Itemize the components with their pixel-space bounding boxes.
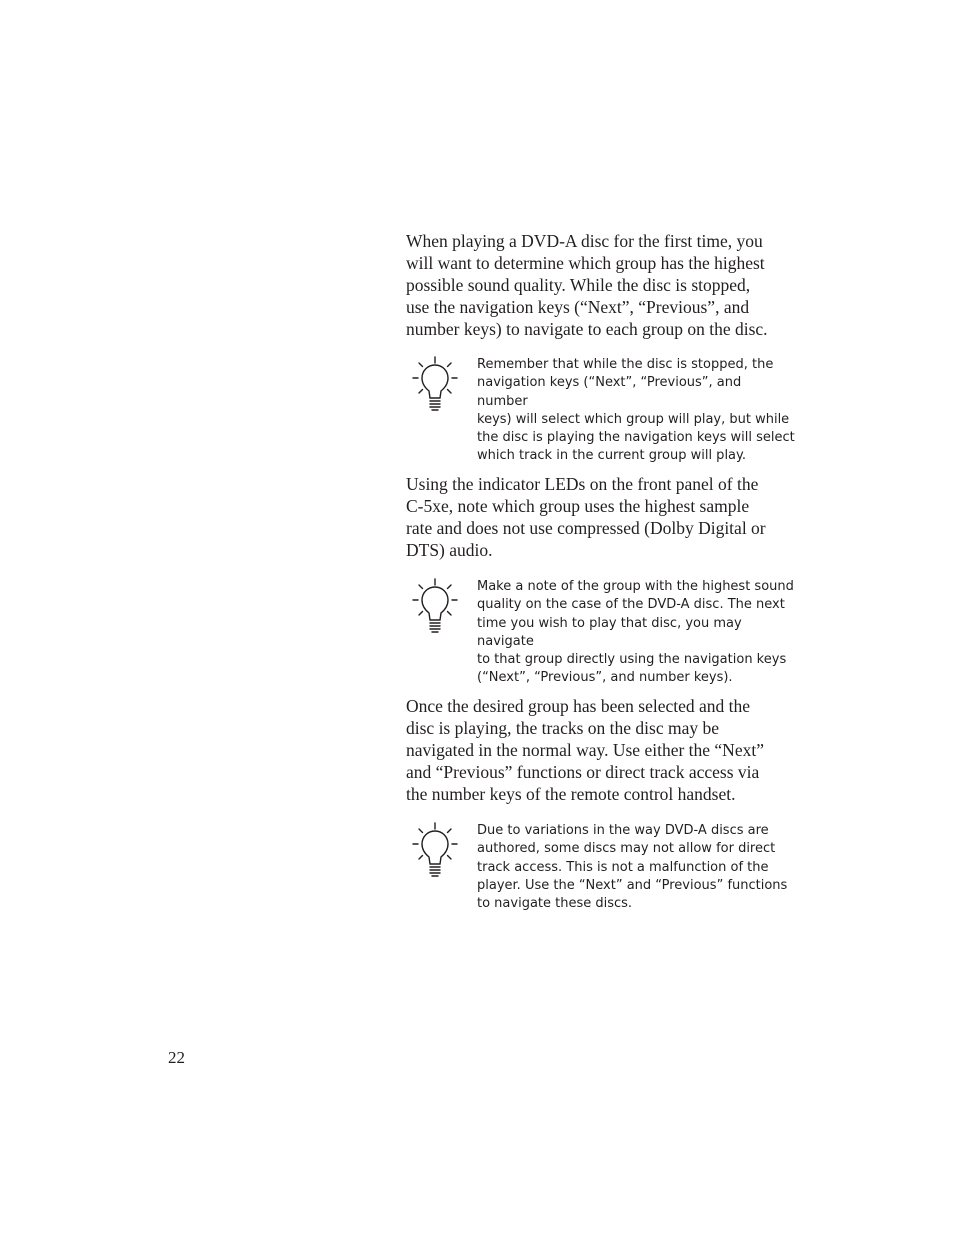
lightbulb-icon xyxy=(412,822,458,878)
tip-box xyxy=(406,822,796,922)
tip-text-direct-track-access: Due to variations in the way DVD-A discs are authored, some discs may not allow for direct track access. This is not a malfunction of the player. Use the “Next” and “Previous” functions to navigate these discs. xyxy=(477,823,788,912)
tip-box xyxy=(406,356,796,464)
page-number: 22 xyxy=(168,1048,185,1067)
tip-box xyxy=(406,578,796,686)
tip-text-stopped-navigation: Remember that while the disc is stopped, the navigation keys (“Next”, “Previous”, and number keys) will select which group will play, but while the disc is playing the navigation keys will select which track in the current group will play. xyxy=(477,357,795,464)
lightbulb-icon xyxy=(412,578,458,634)
lightbulb-icon xyxy=(412,356,458,412)
body-paragraph-track-navigation: Once the desired group has been selected and the disc is playing, the tracks on the disc may be navigated in the normal way. Use either the “Next” and “Previous” functions or direct track access via the number keys of the remote control handset. xyxy=(406,696,764,804)
body-paragraph-group-selection: When playing a DVD-A disc for the first time, you will want to determine which group has the highest possible sound quality. While the disc is stopped, use the navigation keys (“Next”, “Previous”, and number keys) to navigate to each group on the disc. xyxy=(406,231,768,339)
tip-text-note-group: Make a note of the group with the highest sound quality on the case of the DVD-A disc. The next time you wish to play that disc, you may navigate to that group directly using the navigation keys (“Next”, “Previous”, and number keys). xyxy=(477,579,794,686)
body-paragraph-indicator-leds: Using the indicator LEDs on the front panel of the C-5xe, note which group uses the highest sample rate and does not use compressed (Dolby Digital or DTS) audio. xyxy=(406,474,766,560)
